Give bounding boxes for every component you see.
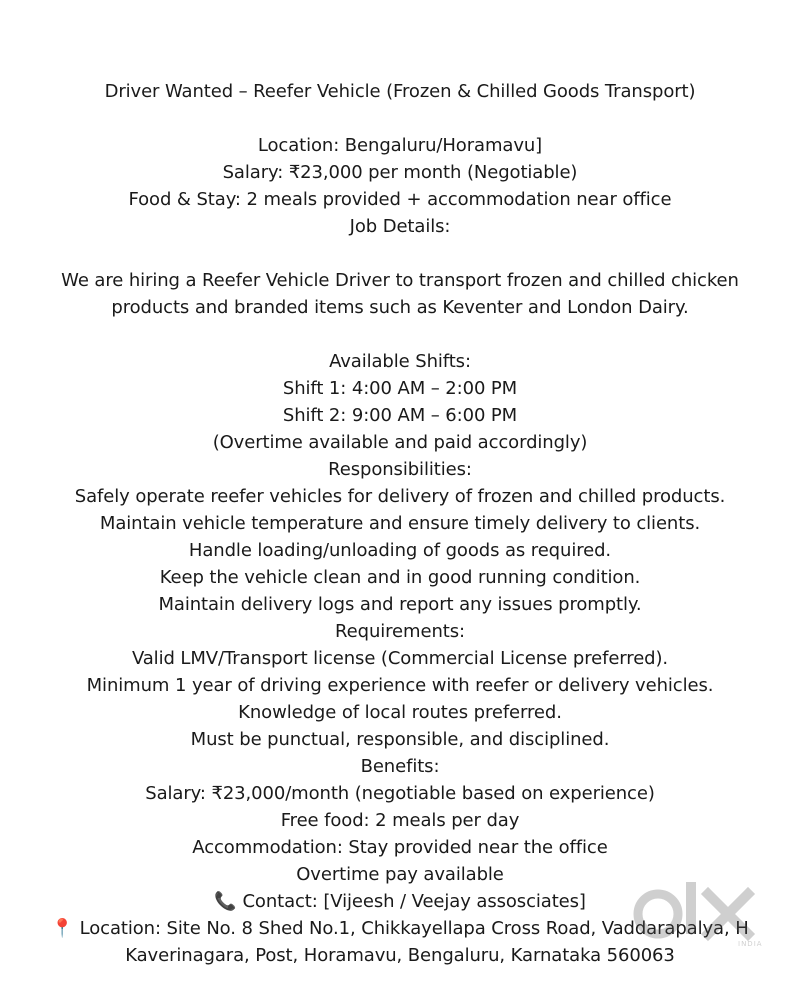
requirement-item: Must be punctual, responsible, and disciplined. (190, 729, 610, 750)
benefit-item: Overtime pay available (296, 864, 504, 885)
description-line: products and branded items such as Keventer and London Dairy. (111, 297, 689, 318)
shift-item: Shift 1: 4:00 AM – 2:00 PM (282, 378, 518, 399)
job-posting (0, 78, 800, 969)
location-summary: Location: Bengaluru/Horamavu] (257, 135, 543, 156)
shifts-heading: Available Shifts: (329, 351, 471, 372)
benefit-item: Accommodation: Stay provided near the office (192, 837, 608, 858)
shift-item: Shift 2: 9:00 AM – 6:00 PM (282, 405, 518, 426)
location-pin-icon: 📍 (51, 918, 74, 939)
responsibility-item: Keep the vehicle clean and in good running condition. (159, 567, 641, 588)
salary-summary: Salary: ₹23,000 per month (Negotiable) (222, 162, 578, 183)
requirement-item: Valid LMV/Transport license (Commercial License preferred). (131, 648, 669, 669)
watermark-sub: INDIA (738, 940, 763, 948)
responsibility-item: Handle loading/unloading of goods as required. (188, 540, 612, 561)
responsibility-item: Safely operate reefer vehicles for delivery of frozen and chilled products. (74, 486, 726, 507)
contact-line (0, 888, 800, 915)
requirement-item: Minimum 1 year of driving experience with reefer or delivery vehicles. (86, 675, 714, 696)
requirements-heading: Requirements: (335, 621, 465, 642)
shift-item: (Overtime available and paid accordingly) (212, 432, 588, 453)
benefit-item: Salary: ₹23,000/month (negotiable based on experience) (145, 783, 655, 804)
benefits-heading: Benefits: (360, 756, 440, 777)
posting-title: Driver Wanted – Reefer Vehicle (Frozen & Chilled Goods Transport) (104, 81, 696, 102)
address-text: Location: Site No. 8 Shed No.1, Chikkayellapa Cross Road, Vaddarapalya, H (79, 918, 749, 939)
description-line: We are hiring a Reefer Vehicle Driver to transport frozen and chilled chicken (61, 270, 739, 291)
phone-icon: 📞 (214, 891, 237, 912)
responsibility-item: Maintain vehicle temperature and ensure timely delivery to clients. (99, 513, 701, 534)
responsibilities-heading: Responsibilities: (328, 459, 472, 480)
spacer (0, 321, 800, 348)
job-details-heading: Job Details: (349, 216, 451, 237)
address-line (0, 915, 800, 942)
benefit-item: Free food: 2 meals per day (280, 810, 520, 831)
contact-text: Contact: [Vijeesh / Veejay assosciates] (242, 891, 586, 912)
address-line-2: Kaverinagara, Post, Horamavu, Bengaluru, Karnataka 560063 (125, 945, 675, 966)
spacer (0, 240, 800, 267)
spacer (0, 105, 800, 132)
food-stay-summary: Food & Stay: 2 meals provided + accommodation near office (128, 189, 672, 210)
requirement-item: Knowledge of local routes preferred. (238, 702, 562, 723)
responsibility-item: Maintain delivery logs and report any issues promptly. (158, 594, 642, 615)
